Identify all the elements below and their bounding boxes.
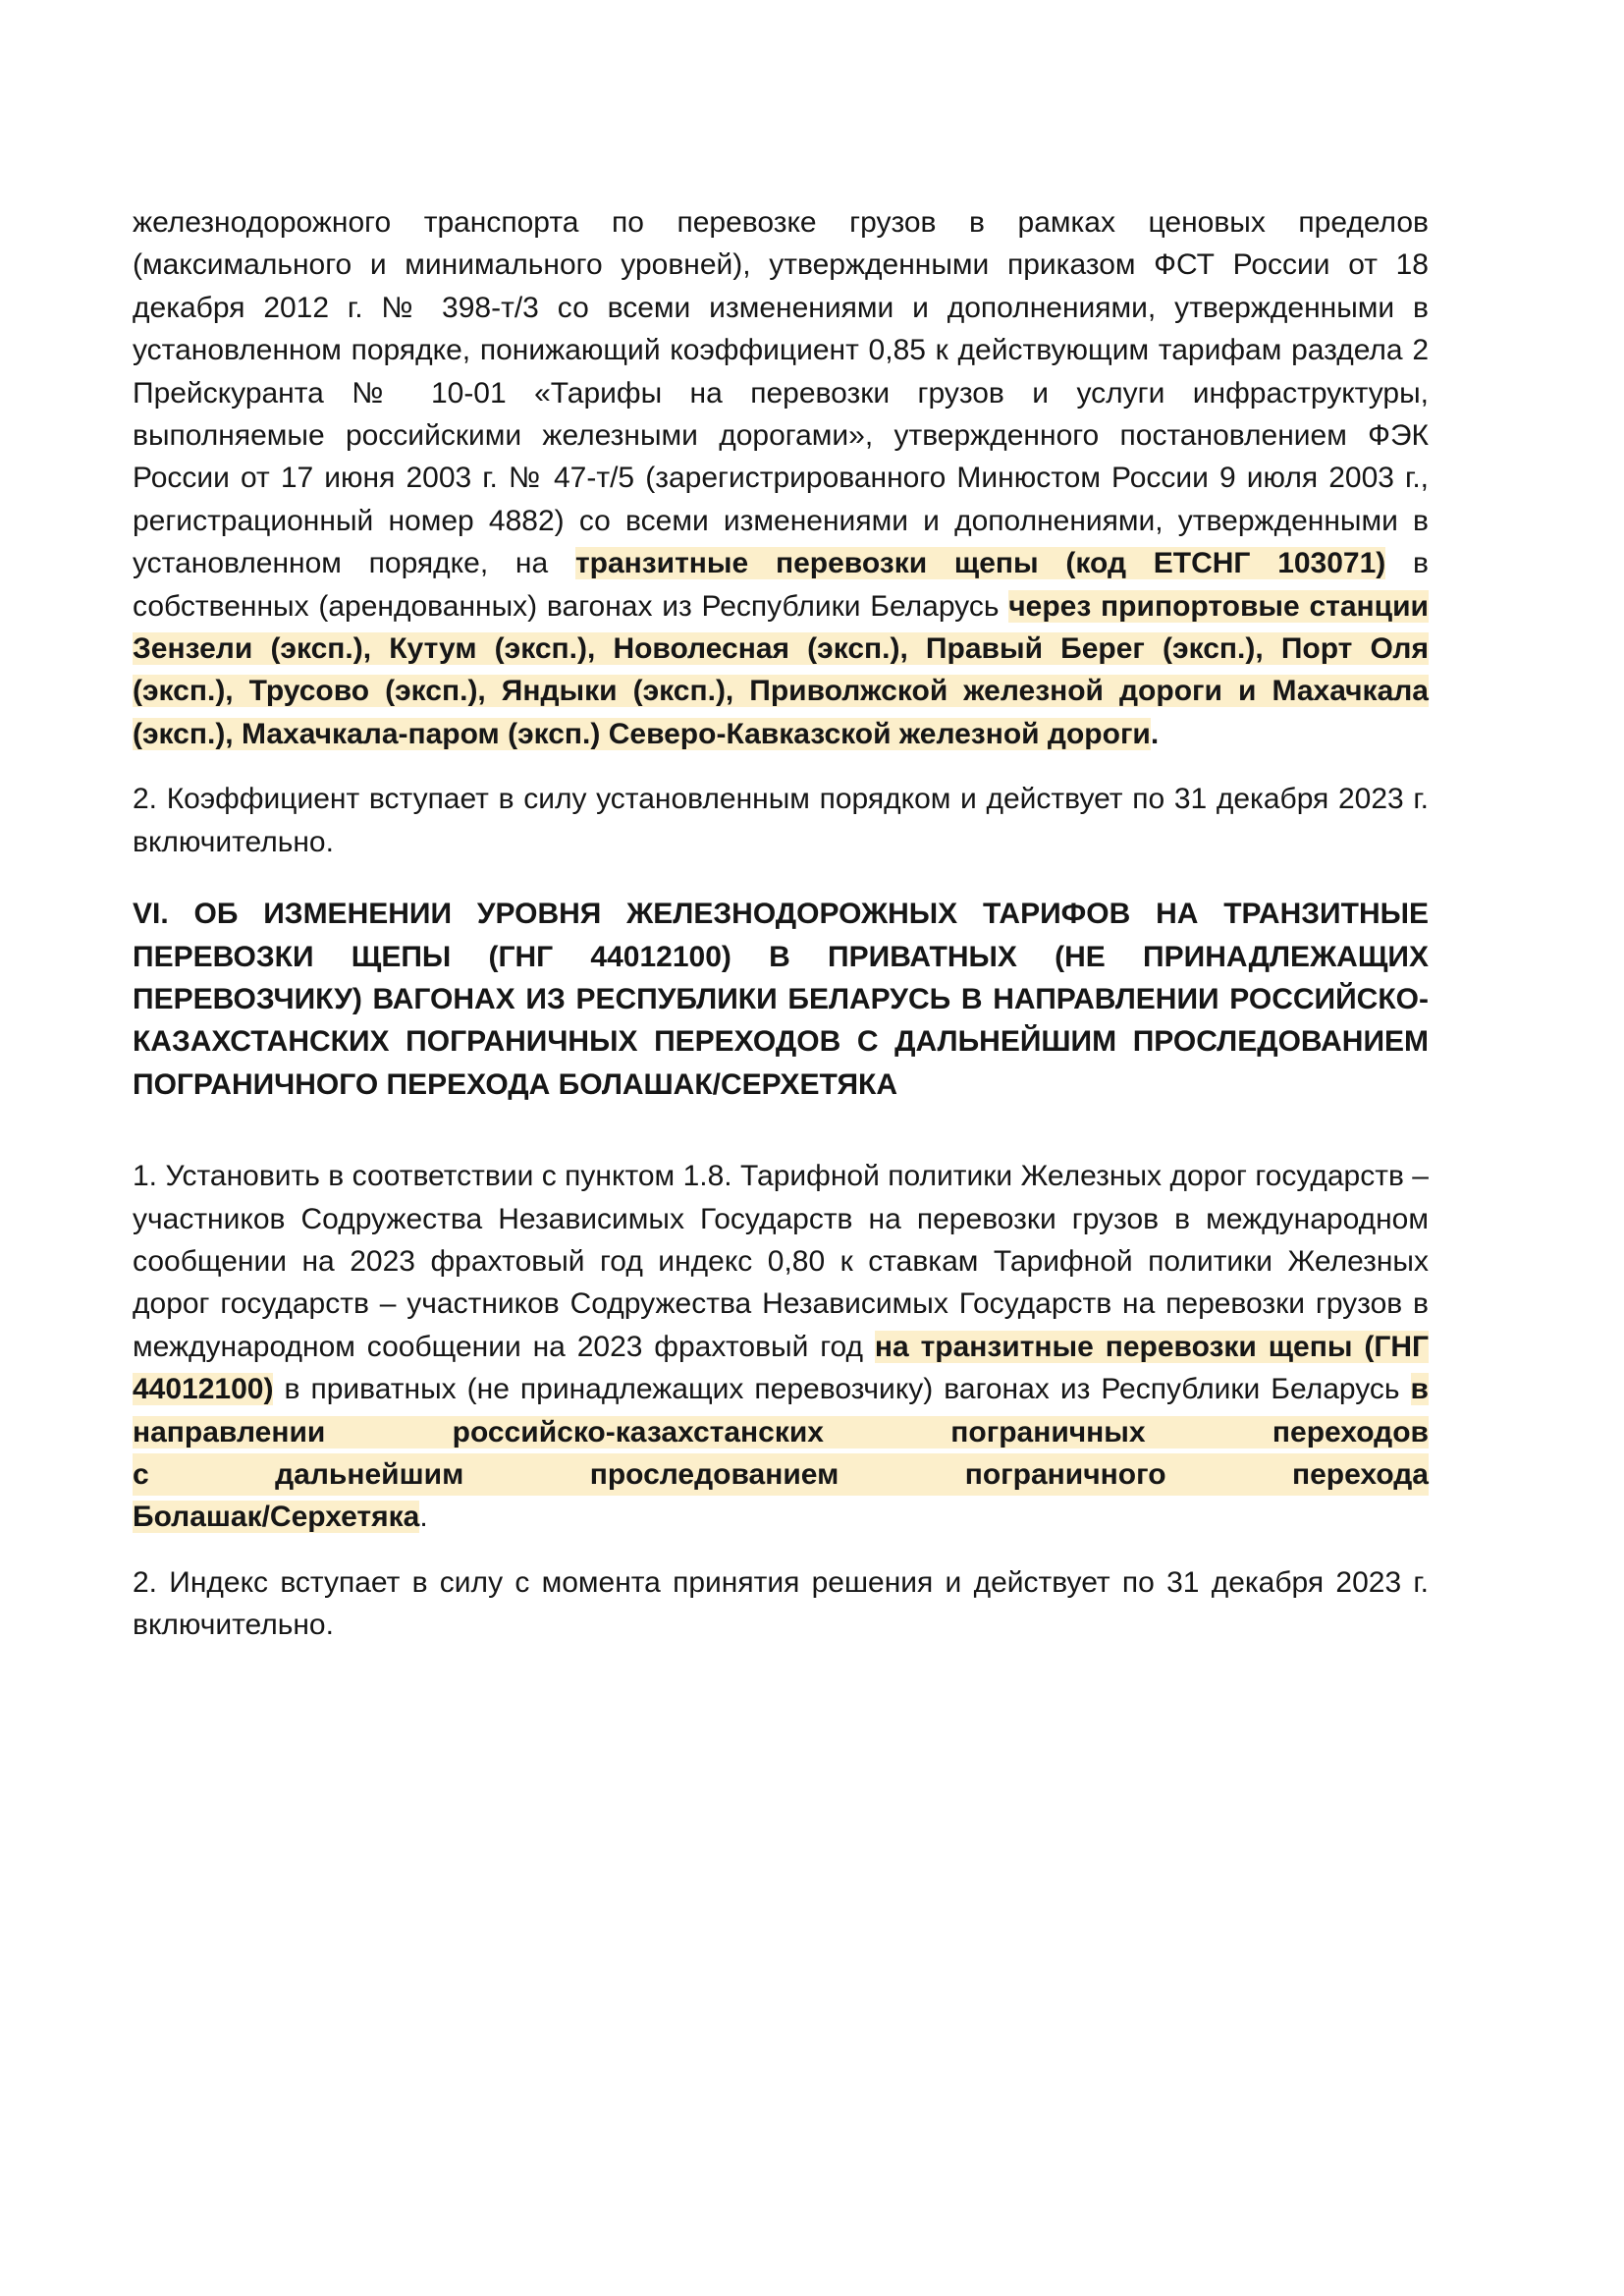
text-run: 1. Установить в соответствии с пунктом 1.8. Тарифной политики Железных дорог государств – участников Содружества Независимых Государств на перевозки грузов в международном сообщении на 2023 фрахтовый год индекс 0,80 к ставкам Тарифной политики Железных дорог государств – участников Содружества Независимых Государств на перевозки грузов в международном сообщении на 2023 фрахтовый год bbox=[133, 1160, 1429, 1363]
highlighted-text-run: Болашак/Серхетяка bbox=[133, 1501, 420, 1534]
document-content bbox=[133, 201, 1429, 1669]
paragraph bbox=[133, 201, 1429, 755]
paragraph bbox=[133, 778, 1429, 863]
highlighted-text-run: в направлении российско-казахстанских пограничных переходов bbox=[133, 1373, 1429, 1449]
highlighted-text-run: через припортовые станции Зензели (эксп.), Кутум (эксп.), Новолесная (эксп.), Правый Берег (эксп.), Порт Оля (эксп.), Трусово (эксп.), Яндыки (эксп.), Приволжской железной дороги и Махачкала (эксп.), Махачкала-паром (эксп.) Северо-Кавказской железной дороги bbox=[133, 589, 1429, 750]
highlighted-text-run: с дальнейшим проследованием пограничного перехода bbox=[133, 1453, 1429, 1496]
section-heading bbox=[133, 893, 1429, 1106]
text-run: 2. Коэффициент вступает в силу установленным порядком и действует по 31 декабря 2023 г. включительно. bbox=[133, 783, 1429, 858]
highlighted-text-run: на транзитные перевозки щепы (ГНГ 44012100) bbox=[133, 1330, 1429, 1406]
highlighted-text-run: транзитные перевозки щепы (код ЕТСНГ 103071) bbox=[574, 547, 1386, 580]
text-run: в приватных (не принадлежащих перевозчику) вагонах из Республики Беларусь bbox=[273, 1373, 1411, 1406]
text-run: . bbox=[419, 1501, 428, 1534]
text-run: VI. ОБ ИЗМЕНЕНИИ УРОВНЯ ЖЕЛЕЗНОДОРОЖНЫХ ТАРИФОВ НА ТРАНЗИТНЫЕ ПЕРЕВОЗКИ ЩЕПЫ (ГНГ 44012100) В ПРИВАТНЫХ (НЕ ПРИНАДЛЕЖАЩИХ ПЕРЕВОЗЧИКУ) ВАГОНАХ ИЗ РЕСПУБЛИКИ БЕЛАРУСЬ В НАПРАВЛЕНИИ РОССИЙСКО-КАЗАХСТАНСКИХ ПОГРАНИЧНЫХ ПЕРЕХОДОВ С ДАЛЬНЕЙШИМ ПРОСЛЕДОВАНИЕМ ПОГРАНИЧНОГО ПЕРЕХОДА БОЛАШАК/СЕРХЕТЯКА bbox=[133, 898, 1429, 1101]
text-run: в собственных (арендованных) вагонах из Республики Беларусь bbox=[133, 547, 1429, 623]
text-run: 2. Индекс вступает в силу с момента принятия решения и действует по 31 декабря 2023 г. включительно. bbox=[133, 1565, 1429, 1642]
paragraph bbox=[133, 1561, 1429, 1647]
text-run: железнодорожного транспорта по перевозке грузов в рамках ценовых пределов (максимального и минимального уровней), утвержденными приказом ФСТ России от 18 декабря 2012 г. № 398-т/3 со всеми изменениями и дополнениями, утвержденными в установленном порядке, понижающий коэффициент 0,85 к действующим тарифам раздела 2 Прейскуранта № 10-01 «Тарифы на перевозки грузов и услуги инфраструктуры, выполняемые российскими железными дорогами», утвержденного постановлением ФЭК России от 17 июня 2003 г. № 47-т/5 (зарегистрированного Минюстом России 9 июля 2003 г., регистрационный номер 4882) со всеми изменениями и дополнениями, утвержденными в установленном порядке, на bbox=[133, 206, 1429, 580]
paragraph bbox=[133, 1155, 1429, 1539]
text-run: . bbox=[1150, 717, 1160, 750]
